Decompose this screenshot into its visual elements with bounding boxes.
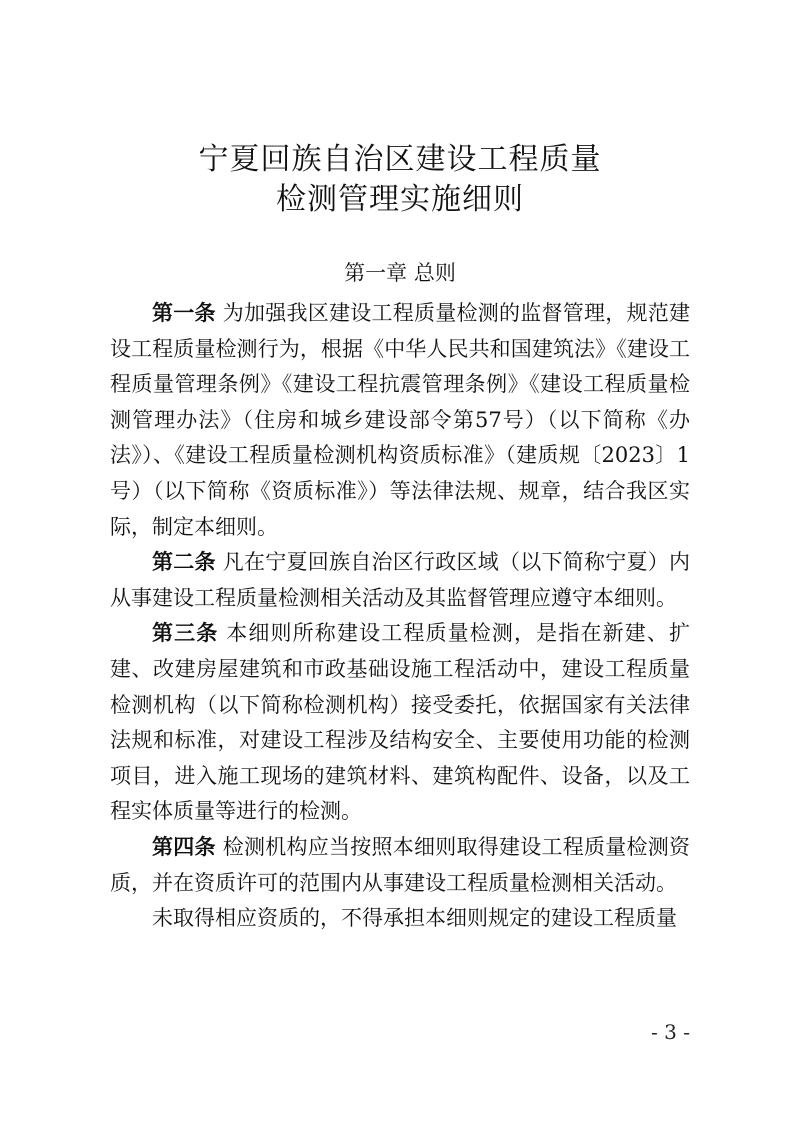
article-4-paragraph [110, 830, 690, 901]
document-body [110, 296, 690, 937]
article-1-text: 为加强我区建设工程质量检测的监督管理，规范建设工程质量检测行为，根据《中华人民共和国建筑法》《建设工程质量管理条例》《建设工程抗震管理条例》《建设工程质量检测管理办法》（住房和城乡建设部令第57号）（以下简称《办法》）、《建设工程质量检测机构资质标准》（建质规〔2023〕1号）（以下简称《资质标准》）等法律法规、规章，结合我区实际，制定本细则。 [110, 301, 691, 539]
article-4-text: 检测机构应当按照本细则取得建设工程质量检测资质，并在资质许可的范围内从事建设工程质量检测相关活动。 [110, 834, 691, 895]
continuation-text: 未取得相应资质的，不得承担本细则规定的建设工程质量 [152, 906, 677, 931]
article-1-paragraph [110, 296, 690, 545]
article-3-label: 第三条 [152, 621, 219, 646]
title-line-2: 检测管理实施细则 [276, 182, 524, 217]
article-2-text: 凡在宁夏回族自治区行政区域（以下简称宁夏）内从事建设工程质量检测相关活动及其监督管理应遵守本细则。 [110, 550, 691, 610]
article-2-paragraph [110, 545, 690, 616]
document-title [0, 140, 800, 220]
article-2-label: 第二条 [152, 550, 216, 575]
article-3-paragraph [110, 616, 690, 830]
article-1-label: 第一条 [152, 301, 216, 325]
chapter-heading: 第一章 总则 [344, 261, 456, 285]
title-line-1: 宁夏回族自治区建设工程质量 [198, 142, 602, 177]
article-4-label: 第四条 [152, 834, 216, 859]
page-number: - 3 - [651, 1020, 690, 1044]
continuation-paragraph [110, 901, 690, 937]
article-3-text: 本细则所称建设工程质量检测，是指在新建、扩建、改建房屋建筑和市政基础设施工程活动中，建设工程质量检测机构（以下简称检测机构）接受委托，依据国家有关法律法规和标准，对建设工程涉及结构安全、主要使用功能的检测项目，进入施工现场的建筑材料、建筑构配件、设备，以及工程实体质量等进行的检测。 [110, 621, 691, 824]
